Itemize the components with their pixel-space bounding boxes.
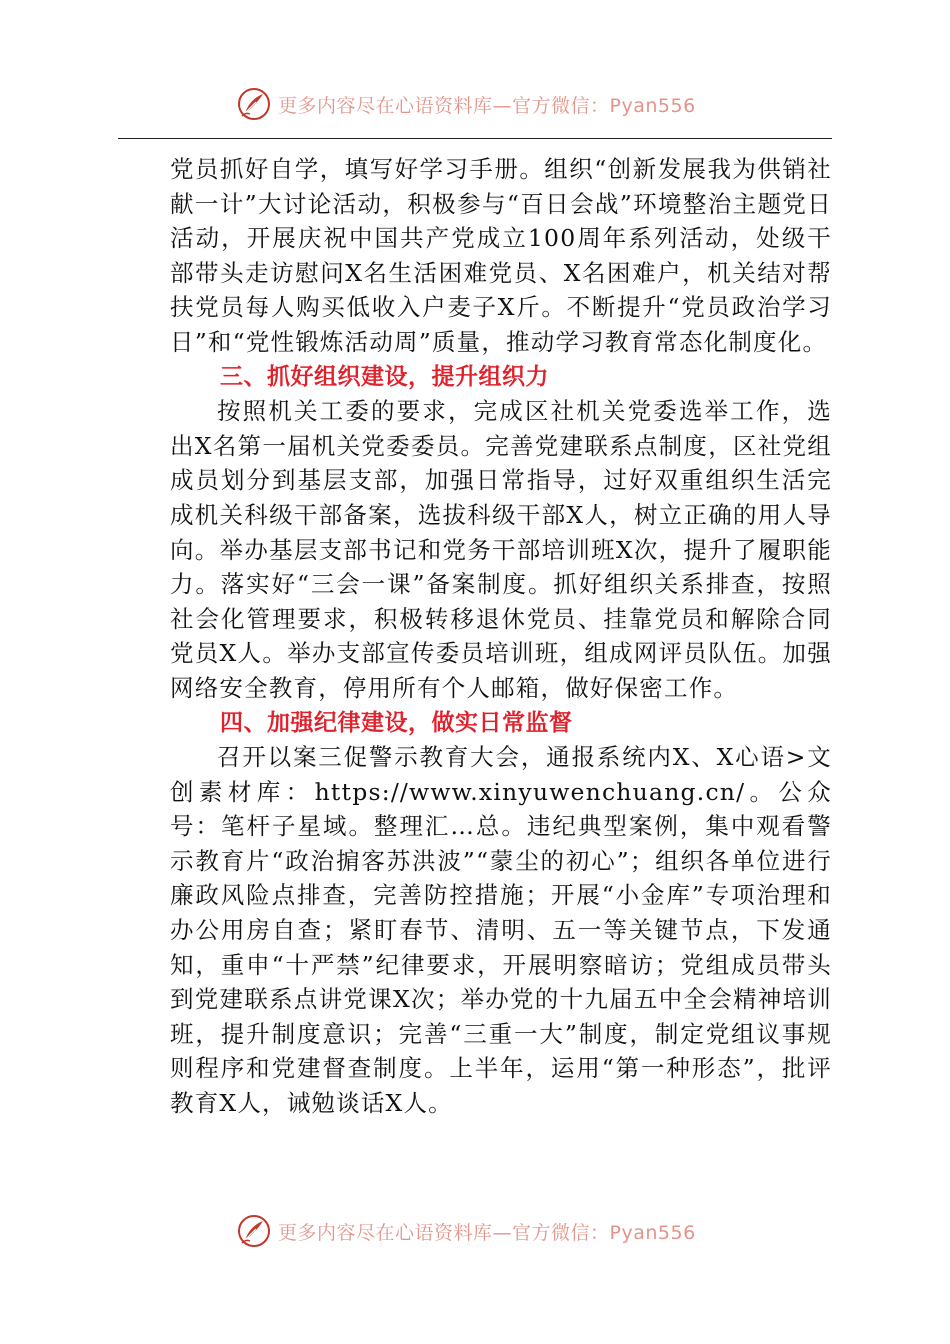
quill-logo-icon xyxy=(236,86,272,122)
header-divider xyxy=(118,138,832,139)
footer-banner xyxy=(236,1211,696,1251)
document-body xyxy=(170,152,832,1121)
paragraph-organization: 按照机关工委的要求，完成区社机关党委选举工作，选出X名第一届机关党委委员。完善党建联系点制度，区社党组成员划分到基层支部，加强日常指导，过好双重组织生活完成机关科级干部备案，选拔科级干部X人，树立正确的用人导向。举办基层支部书记和党务干部培训班X次，提升了履职能力。落实好“三会一课”备案制度。抓好组织关系排查，按照社会化管理要求，积极转移退休党员、挂靠党员和解除合同党员X人。举办支部宣传委员培训班，组成网评员队伍。加强网络安全教育，停用所有个人邮箱，做好保密工作。 xyxy=(170,397,832,702)
section-heading-discipline: 四、加强纪律建设，做实日常监督 xyxy=(220,709,573,736)
paragraph-study: 党员抓好自学，填写好学习手册。组织“创新发展我为供销社献一计”大讨论活动，积极参与“百日会战”环境整治主题党日活动，开展庆祝中国共产党成立100周年系列活动，处级干部带头走访慰问X名生活困难党员、X名困难户，机关结对帮扶党员每人购买低收入户麦子X斤。不断提升“党员政治学习日”和“党性锻炼活动周”质量，推动学习教育常态化制度化。 xyxy=(170,155,832,356)
quill-logo-icon xyxy=(236,1213,272,1249)
paragraph-discipline: 召开以案三促警示教育大会，通报系统内X、X心语>文创素材库：https://www.xinyuwenchuang.cn/。公众号：笔杆子星域。整理汇…总。违纪典型案例，集中观看警示教育片“政治掮客苏洪波”“蒙尘的初心”；组织各单位进行廉政风险点排查，完善防控措施；开展“小金库”专项治理和办公用房自查；紧盯春节、清明、五一等关键节点，下发通知，重申“十严禁”纪律要求，开展明察暗访；党组成员带头到党建联系点讲党课X次；举办党的十九届五中全会精神培训班，提升制度意识；完善“三重一大”制度，制定党组议事规则程序和党建督查制度。上半年，运用“第一种形态”，批评教育X人，诫勉谈话X人。 xyxy=(170,743,832,1118)
footer-banner-text: 更多内容尽在心语资料库—官方微信：Pyan556 xyxy=(278,1221,696,1244)
header-banner xyxy=(236,84,696,124)
section-heading-organization: 三、抓好组织建设，提升组织力 xyxy=(220,363,549,390)
header-banner-text: 更多内容尽在心语资料库—官方微信：Pyan556 xyxy=(278,94,696,117)
